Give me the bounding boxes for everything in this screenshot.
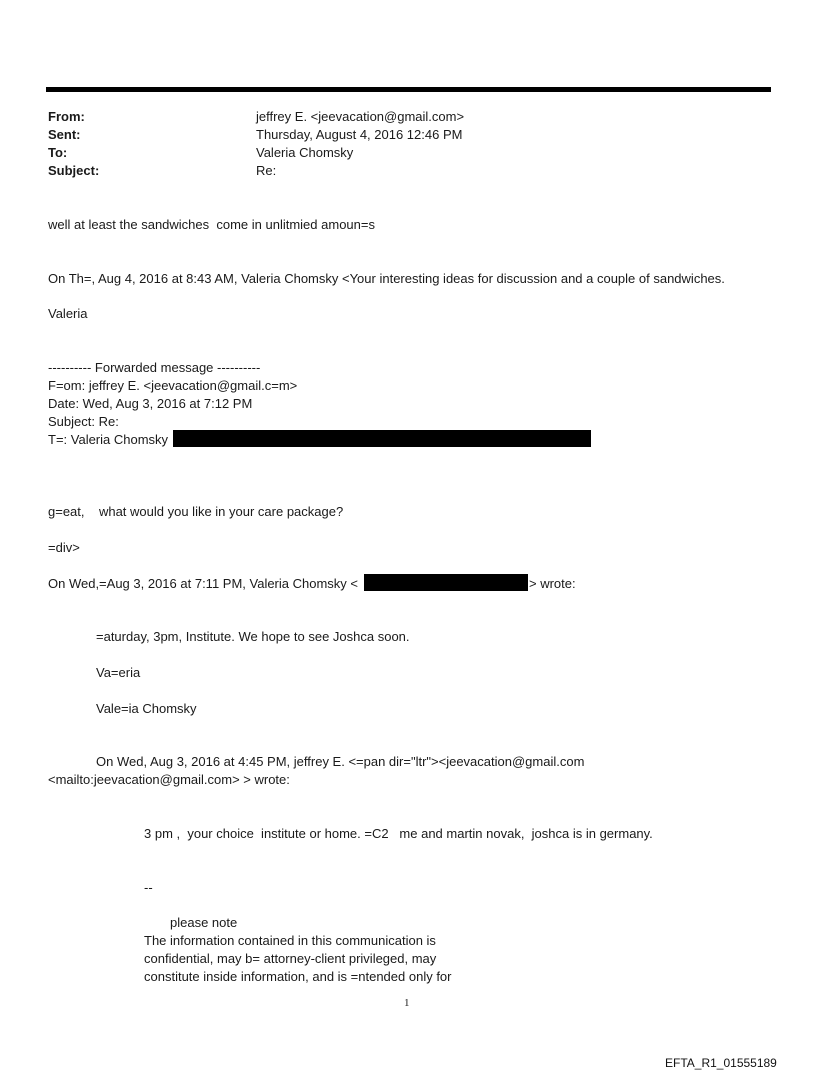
quote-line-fullname: Vale=ia Chomsky [96, 701, 197, 716]
quote-line-3pm: 3 pm , your choice institute or home. =C2 me and martin novak, joshca is in germany. [144, 826, 653, 841]
document-id: EFTA_R1_01555189 [665, 1056, 777, 1070]
quote-dashes: -- [144, 880, 153, 895]
wrote-line-valeria-prefix: On Wed,=Aug 3, 2016 at 7:11 PM, Valeria Chomsky < [48, 576, 359, 591]
redaction-bar [364, 574, 528, 591]
page-number: 1 [404, 997, 410, 1009]
wrote-line-jeffrey-mailto: <mailto:jeevacation@gmail.com> > wrote: [48, 772, 290, 787]
quote-line-name: Va=eria [96, 665, 141, 680]
body-line-signature: Valeria [48, 306, 88, 321]
note-line: confidential, may b= attorney-client privileged, may [144, 951, 437, 966]
note-title: please note [170, 915, 238, 930]
subject-value: Re: [256, 163, 277, 178]
body-line-quoted-intro: On Th=, Aug 4, 2016 at 8:43 AM, Valeria Chomsky <Your interesting ideas for discussion and a couple of sandwiches. [48, 271, 725, 286]
to-value: Valeria Chomsky [256, 145, 354, 160]
subject-label: Subject: [48, 163, 100, 178]
sent-label: Sent: [48, 127, 81, 142]
body-line-care-package: g=eat, what would you like in your care package? [48, 504, 344, 519]
wrote-line-valeria-suffix: > wrote: [529, 576, 576, 591]
wrote-line-jeffrey: On Wed, Aug 3, 2016 at 4:45 PM, jeffrey E. <=pan dir="ltr"><jeevacation@gmail.com [96, 754, 585, 769]
sent-value: Thursday, August 4, 2016 12:46 PM [256, 127, 463, 142]
note-line: The information contained in this communication is [144, 933, 436, 948]
forwarded-date: Date: Wed, Aug 3, 2016 at 7:12 PM [48, 396, 253, 411]
forwarded-subject: Subject: Re: [48, 414, 119, 429]
from-label: From: [48, 109, 85, 124]
from-value: jeffrey E. <jeevacation@gmail.com> [256, 109, 465, 124]
forwarded-from: F=om: jeffrey E. <jeevacation@gmail.c=m> [48, 378, 298, 393]
body-line-sandwiches: well at least the sandwiches come in unlitmied amoun=s [48, 217, 375, 232]
top-rule [46, 87, 771, 92]
forwarded-divider: ---------- Forwarded message ---------- [48, 360, 261, 375]
to-label: To: [48, 145, 68, 160]
redaction-bar [173, 430, 591, 447]
body-line-div: =div> [48, 540, 80, 555]
quote-line-saturday: =aturday, 3pm, Institute. We hope to see Joshca soon. [96, 629, 410, 644]
forwarded-to: T=: Valeria Chomsky [48, 432, 169, 447]
note-line: constitute inside information, and is =ntended only for [144, 969, 452, 984]
